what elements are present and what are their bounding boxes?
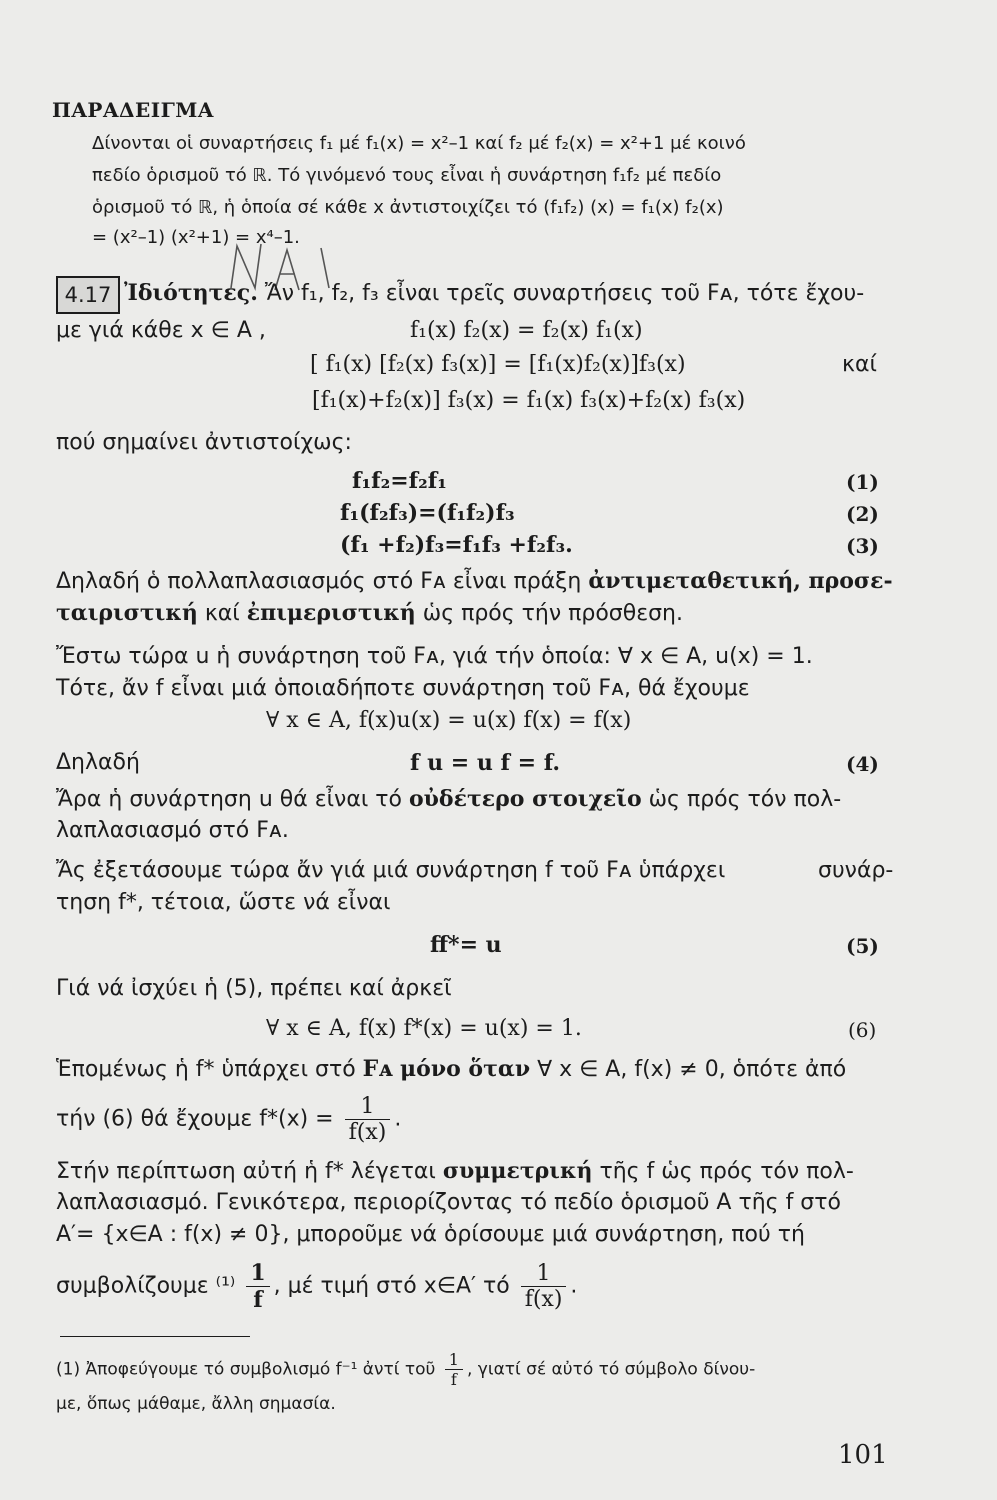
section-line-2: με γιά κάθε x ∈ A , (56, 318, 266, 343)
para4-text-l3a: τήν (6) θά ἔχουμε f*(x) = (56, 1106, 334, 1132)
reciprocal-symbol-numerator: 1 (246, 1260, 269, 1287)
para5-line-3: A′= {x∈A : f(x) ≠ 0}, μποροῦμε νά ὁρίσουμε μιά συνάρτηση, πού τή (56, 1222, 805, 1247)
property-eq-b-tail: καί (842, 352, 877, 377)
footnote-fraction-numerator: 1 (445, 1350, 463, 1370)
para3-text-a: Ἄρα ἡ συνάρτηση u θά εἶναι τό (56, 787, 402, 812)
footnote-text-a: (1) Ἀποφεύγουμε τό συμβολισμό f⁻¹ ἀντί τοῦ (56, 1359, 436, 1380)
meaning-line: πού σημαίνει ἀντιστοίχως: (56, 430, 352, 455)
section-number-box: 4.17 (56, 276, 120, 314)
section-heading-line (124, 280, 864, 306)
inverse-fraction (345, 1094, 391, 1145)
reciprocal-symbol-denominator: f (253, 1287, 263, 1313)
para5-line-1 (56, 1158, 854, 1184)
example-header: ΠΑΡΑΔΕΙΓΜΑ (52, 98, 214, 122)
para1-line-1 (56, 568, 893, 594)
equation-1: f₁f₂=f₂f₁ (352, 468, 447, 494)
example-line-3: ὁρισμοῦ τό ℝ, ἡ ὁποία σέ κάθε x ἀντιστοιχίζει τό (f₁f₂) (x) = f₁(x) f₂(x) (92, 197, 724, 218)
para3-bold-neutral: οὐδέτερο στοιχεῖο (408, 786, 642, 812)
para4-line-2 (56, 1056, 846, 1082)
reciprocal-value-numerator: 1 (521, 1261, 567, 1287)
para4-bold-only-when: Fᴀ μόνο ὅταν (362, 1056, 531, 1082)
para4-line-1: Γιά νά ἰσχύει ἡ (5), πρέπει καί ἀρκεῖ (56, 976, 452, 1001)
reciprocal-value-fraction (521, 1261, 567, 1312)
reciprocal-symbol-fraction (246, 1260, 269, 1313)
para3-line-1 (56, 786, 841, 812)
para1-bold-associative: ταιριστική (56, 600, 198, 626)
para5-text-l4b: , μέ τιμή στό x∈A′ τό (273, 1273, 510, 1299)
para3-line-3-tail: συνάρ- (818, 858, 894, 883)
para4-text-a: Ἑπομένως ἡ f* ὑπάρχει στό (56, 1057, 356, 1082)
section-title: Ἰδιότητες. (124, 280, 258, 306)
para3-text-c: ὡς πρός τόν πολ- (648, 787, 842, 812)
para5-text-a: Στήν περίπτωση αὐτή ἡ f* λέγεται (56, 1159, 436, 1184)
para5-period: . (570, 1273, 578, 1299)
footnote-fraction-denominator: f (450, 1370, 457, 1389)
footnote-line-1 (56, 1350, 755, 1389)
para2-dilady: Δηλαδή (56, 750, 140, 775)
equation-3-number: (3) (846, 534, 879, 558)
section-line-1-rest: Ἄν f₁, f₂, f₃ εἶναι τρεῖς συναρτήσεις τοῦ Fᴀ, τότε ἔχου- (264, 281, 865, 306)
equation-5-number: (5) (846, 934, 879, 958)
equation-5: ff*= u (430, 932, 502, 958)
footnote-line-2: με, ὅπως μάθαμε, ἄλλη σημασία. (56, 1394, 336, 1414)
para1-and: καί (204, 601, 240, 626)
example-line-1: Δίνονται οἱ συναρτήσεις f₁ μέ f₁(x) = x²–1 καί f₂ μέ f₂(x) = x²+1 μέ κοινό (92, 133, 746, 154)
para2-line-1: Ἔστω τώρα u ἡ συνάρτηση τοῦ Fᴀ, γιά τήν ὁποία: ∀ x ∈ A, u(x) = 1. (56, 644, 813, 669)
para1-text-c4: ὡς πρός τήν πρόσθεση. (422, 601, 683, 626)
para3-line-4: τηση f*, τέτοια, ὥστε νά εἶναι (56, 890, 391, 915)
equation-2: f₁(f₂f₃)=(f₁f₂)f₃ (340, 500, 515, 526)
property-eq-b: [ f₁(x) [f₂(x) f₃(x)] = [f₁(x)f₂(x)]f₃(x) (310, 352, 686, 377)
footnote-fraction (445, 1350, 463, 1389)
para1-line-2 (56, 600, 683, 626)
para1-bold-distributive: ἐπιμεριστική (246, 600, 416, 626)
para4-text-c: ∀ x ∈ A, f(x) ≠ 0, ὁπότε ἀπό (537, 1057, 847, 1082)
footnote-rule (60, 1336, 250, 1337)
equation-4: f u = u f = f. (410, 750, 561, 776)
para4-line-3 (56, 1094, 401, 1145)
footnote-text-b: , γιατί σέ αὐτό τό σύμβολο δίνου- (466, 1359, 756, 1380)
para1-bold-commutative: ἀντιμεταθετική, προσε- (588, 568, 893, 594)
property-eq-c: [f₁(x)+f₂(x)] f₃(x) = f₁(x) f₃(x)+f₂(x) f₃(x) (312, 388, 746, 413)
equation-2-number: (2) (846, 502, 879, 526)
page-number: 101 (838, 1440, 888, 1470)
reciprocal-value-denominator: f(x) (524, 1287, 563, 1312)
example-line-4: = (x²–1) (x²+1) = x⁴–1. (92, 227, 300, 248)
para1-text-a: Δηλαδή ὁ πολλαπλασιασμός στό Fᴀ εἶναι πράξη (56, 569, 582, 594)
equation-1-number: (1) (846, 470, 879, 494)
property-eq-a: f₁(x) f₂(x) = f₂(x) f₁(x) (410, 318, 643, 343)
inverse-fraction-denominator: f(x) (348, 1120, 387, 1145)
para5-text-c: τῆς f ὡς πρός τόν πολ- (599, 1159, 854, 1184)
para5-line-2: λαπλασιασμό. Γενικότερα, περιορίζοντας τό πεδίο ὁρισμοῦ A τῆς f στό (56, 1190, 841, 1215)
para3-line-3: Ἄς ἐξετάσουμε τώρα ἄν γιά μιά συνάρτηση f τοῦ Fᴀ ὑπάρχει (56, 858, 726, 883)
para2-line-2: Τότε, ἄν f εἶναι μιά ὁποιαδήποτε συνάρτηση τοῦ Fᴀ, θά ἔχουμε (56, 676, 750, 701)
para2-equation: ∀ x ∈ A, f(x)u(x) = u(x) f(x) = f(x) (266, 708, 632, 733)
para5-bold-symmetric: συμμετρική (442, 1158, 593, 1184)
example-line-2: πεδίο ὁρισμοῦ τό ℝ. Τό γινόμενό τους εἶναι ἡ συνάρτηση f₁f₂ μέ πεδίο (92, 165, 722, 186)
equation-6-number: (6) (848, 1018, 877, 1042)
para3-line-2: λαπλασιασμό στό Fᴀ. (56, 818, 289, 843)
inverse-fraction-numerator: 1 (345, 1094, 391, 1120)
equation-4-number: (4) (846, 752, 879, 776)
para4-period: . (394, 1106, 402, 1132)
para5-line-4 (56, 1260, 577, 1313)
para5-text-l4a: συμβολίζουμε ⁽¹⁾ (56, 1273, 236, 1299)
equation-3: (f₁ +f₂)f₃=f₁f₃ +f₂f₃. (340, 532, 573, 558)
equation-6: ∀ x ∈ A, f(x) f*(x) = u(x) = 1. (266, 1016, 582, 1041)
